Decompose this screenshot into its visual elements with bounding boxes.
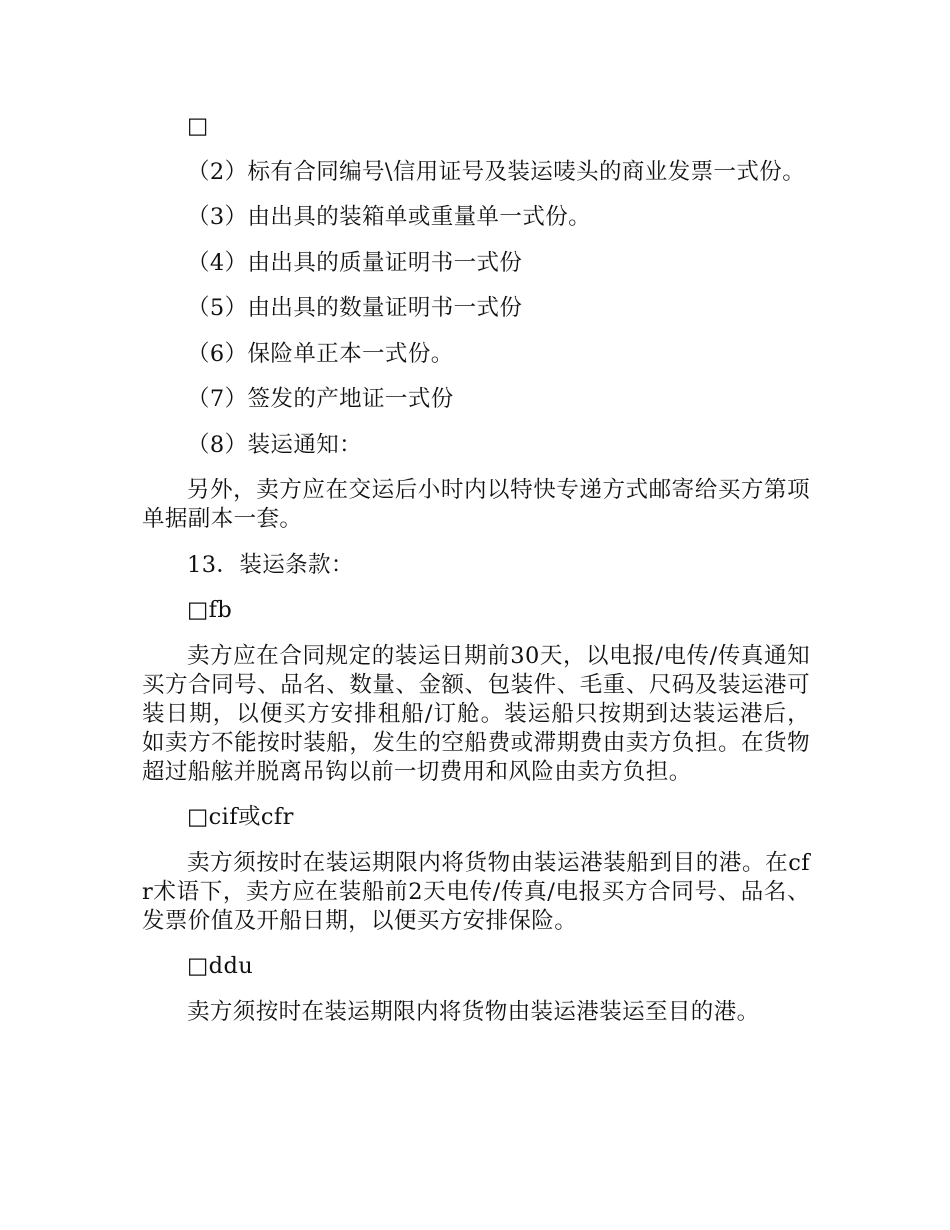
doc-item-3-packing-list: （3）由出具的装箱单或重量单一式份。 [187,204,592,230]
doc-item-4-quality-certificate: （4）由出具的质量证明书一式份 [187,249,523,276]
option-fob: □fb [187,597,233,623]
option-ddu: □ddu [187,953,254,979]
doc-item-6-insurance-policy: （6）保险单正本一式份。 [187,340,454,367]
doc-item-5-quantity-certificate: （5）由出具的数量证明书一式份 [187,295,523,321]
fob-terms-paragraph: 卖方应在合同规定的装运日期前30天，以电报/电传/传真通知买方合同号、品名、数量、金额、包装件、毛重、尺码及装运港可装日期，以便买方安排租船/订舱。装运船只按期到达装运港后，如卖方不能按时装船，发生的空船费或滞期费由卖方负担。在货物超过船舷并脱离吊钩以前一切费用和风险由卖方负担。 [142,642,810,785]
cif-cfr-terms-paragraph: 卖方须按时在装运期限内将货物由装运港装船到目的港。在cfr术语下，卖方应在装船前2天电传/传真/电报买方合同号、品名、发票价值及开船日期，以便买方安排保险。 [142,849,810,934]
option-cif-cfr: □cif或cfr [187,804,294,830]
section-13-heading: 13．装运条款： [187,551,354,578]
checkbox-line-top: □ [187,113,209,139]
doc-item-2-invoice: （2）标有合同编号\信用证号及装运唛头的商业发票一式份。 [187,158,806,185]
courier-copies-paragraph: 另外，卖方应在交运后小时内以特快专递方式邮寄给买方第项单据副本一套。 [142,477,810,532]
doc-item-7-certificate-of-origin: （7）签发的产地证一式份 [187,386,454,412]
doc-item-8-shipping-advice: （8）装运通知： [187,431,363,458]
document-page [142,112,810,1043]
ddu-terms-paragraph: 卖方须按时在装运期限内将货物由装运港装运至目的港。 [187,998,760,1025]
